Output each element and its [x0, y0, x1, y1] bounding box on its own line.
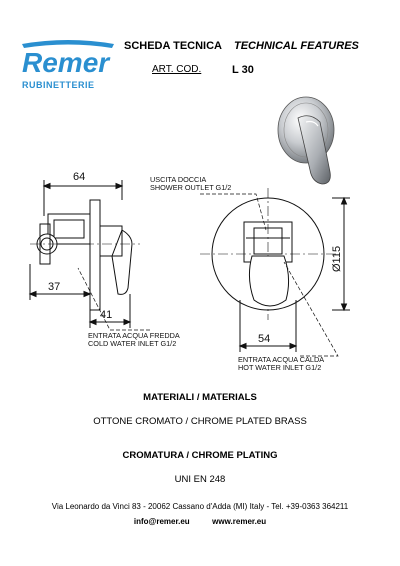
dim-label-37: 37	[48, 281, 61, 293]
logo-subtitle: RUBINETTERIE	[22, 80, 95, 90]
dim-label-54: 54	[258, 333, 271, 345]
footer-contacts	[0, 517, 400, 526]
cold-inlet-label-it: ENTRATA ACQUA FREDDA	[88, 331, 180, 340]
footer-website-link[interactable]: www.remer.eu	[212, 517, 267, 526]
cold-inlet-label-en: COLD WATER INLET G1/2	[88, 339, 177, 348]
footer-email-link[interactable]: info@remer.eu	[133, 517, 190, 526]
hot-inlet-leader	[284, 262, 338, 356]
technical-drawing	[0, 160, 400, 380]
dim-label-41: 41	[100, 309, 113, 321]
materials-value: OTTONE CROMATO / CHROME PLATED BRASS	[93, 416, 307, 427]
plating-value: UNI EN 248	[174, 474, 226, 485]
dim-label-diameter: Ø115	[331, 245, 343, 272]
shower-outlet-label-it: USCITA DOCCIA	[150, 175, 207, 184]
brand-logo	[18, 38, 118, 96]
logo-word: Remer	[22, 47, 110, 78]
plating-title: CROMATURA / CHROME PLATING	[122, 450, 278, 461]
art-code-label: ART. COD.	[152, 64, 202, 75]
art-code-value: L 30	[232, 64, 254, 76]
title-italian: SCHEDA TECNICA	[124, 40, 222, 52]
logo-mark-icon	[18, 38, 118, 78]
footer-address: Via Leonardo da Vinci 83 - 20062 Cassano d'Adda (MI) Italy - Tel. +39-0363 364211	[51, 502, 349, 511]
shower-outlet-label-en: SHOWER OUTLET G1/2	[150, 183, 232, 192]
hot-inlet-label-it: ENTRATA ACQUA CALDA	[238, 355, 325, 364]
hot-inlet-label-en: HOT WATER INLET G1/2	[238, 363, 322, 372]
dim-label-64: 64	[73, 171, 86, 183]
cold-inlet-leader	[78, 268, 150, 330]
materials-title: MATERIALI / MATERIALS	[143, 392, 257, 403]
title-english: TECHNICAL FEATURES	[234, 40, 359, 52]
